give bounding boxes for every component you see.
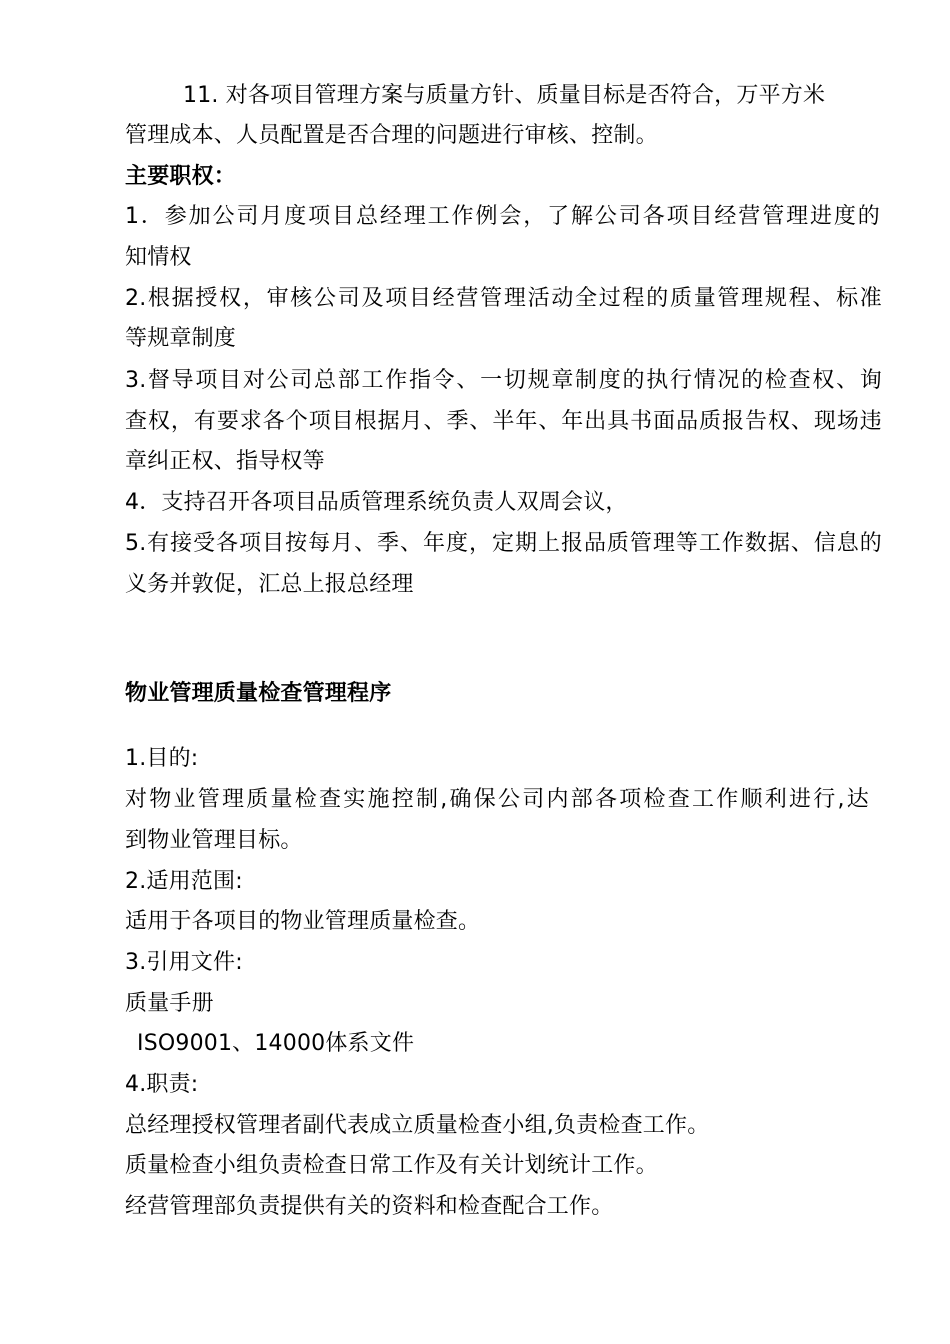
duty-item-2: 质量检查小组负责检查日常工作及有关计划统计工作。 bbox=[125, 1153, 658, 1178]
scope-heading: 2.适用范围: bbox=[125, 869, 243, 894]
scope-text: 适用于各项目的物业管理质量检查。 bbox=[125, 909, 481, 934]
authority-5-line-1: 5.有接受各项目按每月、季、年度，定期上报品质管理等工作数据、信息的 bbox=[125, 531, 882, 556]
purpose-line-2: 到物业管理目标。 bbox=[125, 828, 303, 853]
authority-3-line-2: 查权，有要求各个项目根据月、季、半年、年出具书面品质报告权、现场违 bbox=[125, 409, 882, 434]
authority-4-line-1: 4．支持召开各项目品质管理系统负责人双周会议， bbox=[125, 490, 628, 515]
item-11-line-1: 11. 对各项目管理方案与质量方针、质量目标是否符合，万平方米 bbox=[183, 83, 826, 108]
purpose-line-1: 对物业管理质量检查实施控制,确保公司内部各项检查工作顺利进行,达 bbox=[125, 787, 869, 812]
item-11-line-2: 管理成本、人员配置是否合理的问题进行审核、控制。 bbox=[125, 123, 658, 148]
main-authority-heading: 主要职权： bbox=[125, 164, 237, 189]
authority-3-line-1: 3.督导项目对公司总部工作指令、一切规章制度的执行情况的检查权、询 bbox=[125, 368, 882, 393]
duty-heading: 4.职责: bbox=[125, 1072, 199, 1097]
reference-item-1: 质量手册 bbox=[125, 991, 214, 1016]
authority-3-line-3: 章纠正权、指导权等 bbox=[125, 449, 325, 474]
duty-item-3: 经营管理部负责提供有关的资料和检查配合工作。 bbox=[125, 1194, 614, 1219]
authority-5-line-2: 义务并敦促，汇总上报总经理 bbox=[125, 572, 414, 597]
purpose-heading: 1.目的: bbox=[125, 746, 199, 771]
authority-1-line-2: 知情权 bbox=[125, 245, 192, 270]
duty-item-1: 总经理授权管理者副代表成立质量检查小组,负责检查工作。 bbox=[125, 1113, 710, 1138]
authority-1-line-1: 1．参加公司月度项目总经理工作例会，了解公司各项目经营管理进度的 bbox=[125, 204, 880, 229]
reference-item-2: ISO9001、14000体系文件 bbox=[137, 1031, 415, 1056]
reference-heading: 3.引用文件: bbox=[125, 950, 243, 975]
authority-2-line-1: 2.根据授权，审核公司及项目经营管理活动全过程的质量管理规程、标准 bbox=[125, 286, 882, 311]
procedure-title: 物业管理质量检查管理程序 bbox=[125, 681, 392, 706]
authority-2-line-2: 等规章制度 bbox=[125, 326, 237, 351]
